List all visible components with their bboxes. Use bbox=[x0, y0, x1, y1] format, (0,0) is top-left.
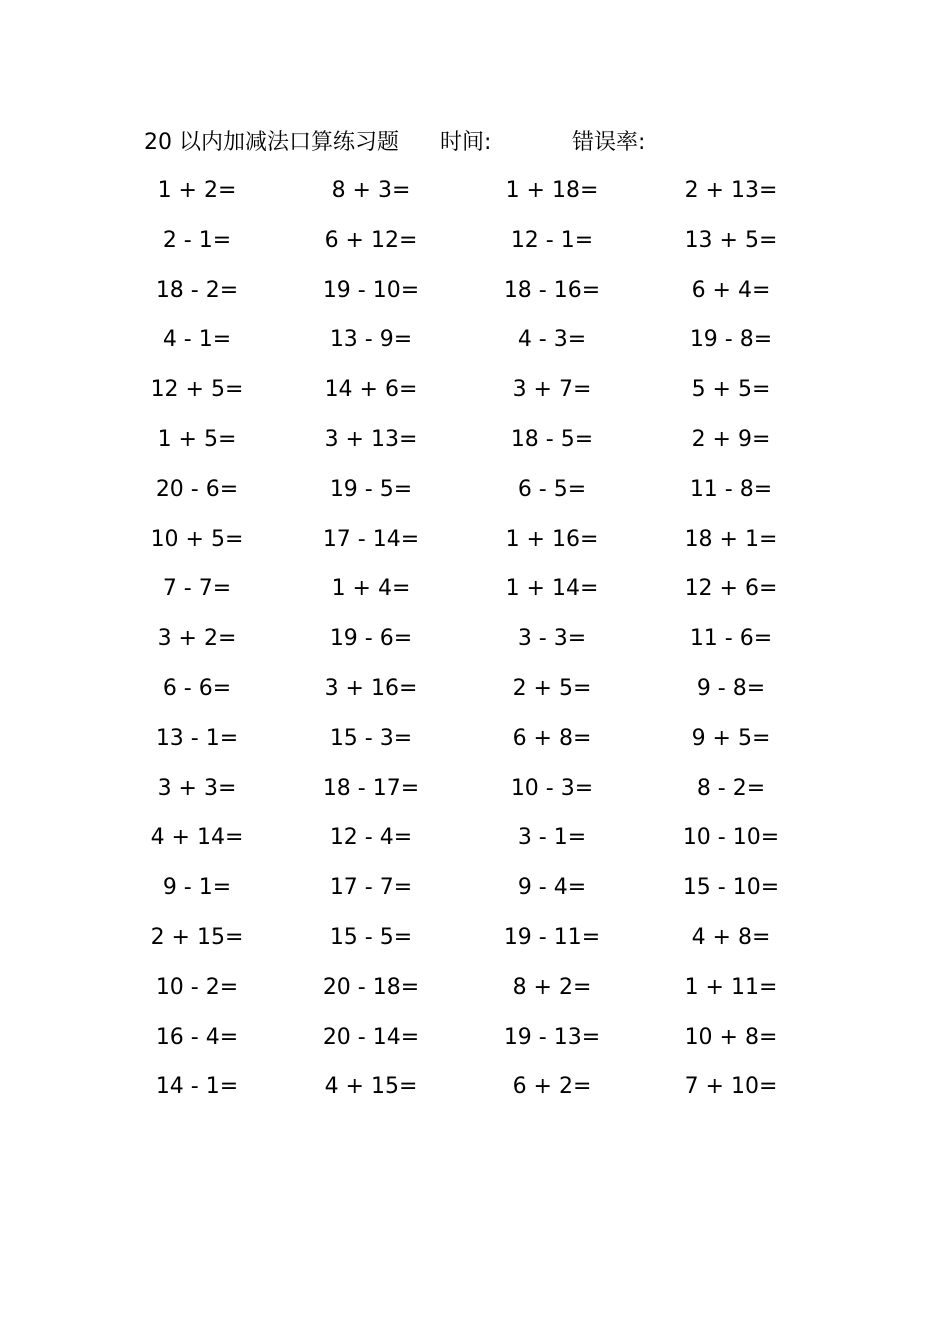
problem-item: 1 + 14= bbox=[505, 576, 599, 602]
time-label: 时间: bbox=[440, 130, 492, 155]
problem-item: 18 - 2= bbox=[155, 277, 239, 303]
problem-row bbox=[0, 919, 950, 969]
problem-item: 3 + 13= bbox=[324, 426, 418, 452]
problem-item: 17 - 7= bbox=[329, 875, 413, 901]
problem-row bbox=[0, 770, 950, 820]
problem-item: 19 - 10= bbox=[322, 277, 420, 303]
problem-item: 12 - 1= bbox=[510, 227, 594, 253]
problem-item: 2 + 15= bbox=[150, 924, 244, 950]
problem-item: 15 - 10= bbox=[682, 875, 780, 901]
problem-row bbox=[0, 1019, 950, 1069]
problem-row bbox=[0, 1068, 950, 1118]
problem-item: 16 - 4= bbox=[155, 1024, 239, 1050]
problem-item: 1 + 11= bbox=[684, 974, 778, 1000]
problem-item: 10 - 10= bbox=[682, 825, 780, 851]
problem-item: 9 + 5= bbox=[691, 725, 771, 751]
problem-item: 4 + 15= bbox=[324, 1074, 418, 1100]
problem-item: 14 - 1= bbox=[155, 1074, 239, 1100]
problem-item: 12 + 6= bbox=[684, 576, 778, 602]
problem-item: 10 + 8= bbox=[684, 1024, 778, 1050]
problem-item: 15 - 3= bbox=[329, 725, 413, 751]
problem-item: 11 - 8= bbox=[689, 476, 773, 502]
problem-item: 18 + 1= bbox=[684, 526, 778, 552]
problem-item: 3 + 2= bbox=[157, 626, 237, 652]
problem-row bbox=[0, 272, 950, 322]
problem-row bbox=[0, 371, 950, 421]
problem-item: 3 - 1= bbox=[517, 825, 587, 851]
problem-row bbox=[0, 670, 950, 720]
problem-item: 1 + 5= bbox=[157, 426, 237, 452]
problem-item: 19 - 6= bbox=[329, 626, 413, 652]
problem-row bbox=[0, 720, 950, 770]
worksheet-header bbox=[0, 126, 950, 160]
problem-item: 4 - 3= bbox=[517, 327, 587, 353]
problem-item: 18 - 5= bbox=[510, 426, 594, 452]
problem-row bbox=[0, 819, 950, 869]
problem-item: 6 + 2= bbox=[512, 1074, 592, 1100]
problem-item: 10 - 2= bbox=[155, 974, 239, 1000]
problem-item: 19 - 5= bbox=[329, 476, 413, 502]
problem-item: 1 + 16= bbox=[505, 526, 599, 552]
problem-item: 8 - 2= bbox=[696, 775, 766, 801]
problem-row bbox=[0, 521, 950, 571]
problem-item: 8 + 2= bbox=[512, 974, 592, 1000]
problem-item: 5 + 5= bbox=[691, 377, 771, 403]
problem-item: 12 + 5= bbox=[150, 377, 244, 403]
problem-row bbox=[0, 471, 950, 521]
problem-item: 2 + 5= bbox=[512, 675, 592, 701]
problem-item: 7 - 7= bbox=[162, 576, 232, 602]
problem-item: 19 - 8= bbox=[689, 327, 773, 353]
problem-item: 10 - 3= bbox=[510, 775, 594, 801]
problem-item: 1 + 18= bbox=[505, 178, 599, 203]
problem-item: 13 - 9= bbox=[329, 327, 413, 353]
problem-item: 18 - 17= bbox=[322, 775, 420, 801]
problem-item: 20 - 6= bbox=[155, 476, 239, 502]
problem-grid bbox=[0, 172, 950, 1118]
problem-item: 6 + 4= bbox=[691, 277, 771, 303]
problem-item: 8 + 3= bbox=[331, 178, 411, 203]
problem-row bbox=[0, 969, 950, 1019]
problem-row bbox=[0, 620, 950, 670]
problem-item: 3 + 7= bbox=[512, 377, 592, 403]
problem-item: 4 + 14= bbox=[150, 825, 244, 851]
problem-item: 6 - 5= bbox=[517, 476, 587, 502]
problem-item: 18 - 16= bbox=[503, 277, 601, 303]
problem-item: 3 + 3= bbox=[157, 775, 237, 801]
problem-item: 6 + 12= bbox=[324, 227, 418, 253]
problem-row bbox=[0, 570, 950, 620]
problem-item: 20 - 18= bbox=[322, 974, 420, 1000]
worksheet-title: 20 以内加减法口算练习题 bbox=[144, 130, 399, 155]
problem-row bbox=[0, 222, 950, 272]
problem-item: 4 - 1= bbox=[162, 327, 232, 353]
problem-row bbox=[0, 172, 950, 222]
problem-item: 9 - 1= bbox=[162, 875, 232, 901]
problem-item: 2 - 1= bbox=[162, 227, 232, 253]
problem-item: 9 - 4= bbox=[517, 875, 587, 901]
problem-item: 13 - 1= bbox=[155, 725, 239, 751]
problem-item: 2 + 13= bbox=[684, 178, 778, 203]
problem-item: 15 - 5= bbox=[329, 924, 413, 950]
problem-item: 10 + 5= bbox=[150, 526, 244, 552]
problem-item: 4 + 8= bbox=[691, 924, 771, 950]
problem-item: 17 - 14= bbox=[322, 526, 420, 552]
problem-item: 13 + 5= bbox=[684, 227, 778, 253]
problem-item: 14 + 6= bbox=[324, 377, 418, 403]
problem-item: 1 + 4= bbox=[331, 576, 411, 602]
problem-row bbox=[0, 869, 950, 919]
problem-item: 19 - 13= bbox=[503, 1024, 601, 1050]
problem-row bbox=[0, 421, 950, 471]
problem-item: 9 - 8= bbox=[696, 675, 766, 701]
problem-item: 3 + 16= bbox=[324, 675, 418, 701]
error-rate-label: 错误率: bbox=[572, 130, 646, 155]
problem-item: 2 + 9= bbox=[691, 426, 771, 452]
problem-item: 19 - 11= bbox=[503, 924, 601, 950]
problem-item: 12 - 4= bbox=[329, 825, 413, 851]
problem-item: 11 - 6= bbox=[689, 626, 773, 652]
problem-row bbox=[0, 321, 950, 371]
problem-item: 7 + 10= bbox=[684, 1074, 778, 1100]
problem-item: 6 + 8= bbox=[512, 725, 592, 751]
problem-item: 20 - 14= bbox=[322, 1024, 420, 1050]
problem-item: 6 - 6= bbox=[162, 675, 232, 701]
problem-item: 3 - 3= bbox=[517, 626, 587, 652]
problem-item: 1 + 2= bbox=[157, 178, 237, 203]
